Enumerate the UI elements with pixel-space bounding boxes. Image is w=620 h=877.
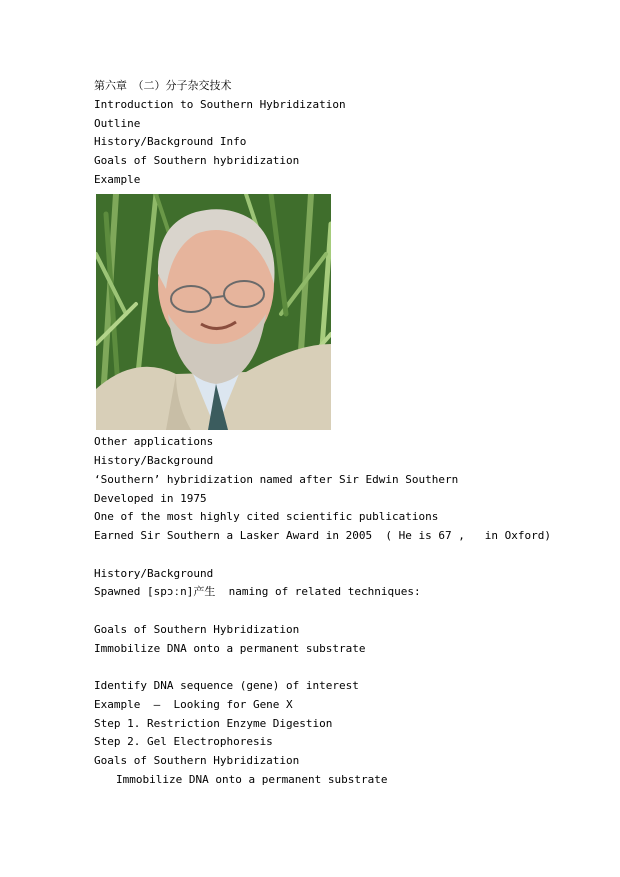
text-line: Earned Sir Southern a Lasker Award in 2005 ( He is 67 , in Oxford) — [94, 529, 551, 542]
text-line: Goals of Southern Hybridization — [94, 754, 300, 767]
text-line: Other applications — [94, 435, 214, 448]
text-line: Step 2. Gel Electrophoresis — [94, 735, 273, 748]
text-line: Introduction to Southern Hybridization — [94, 98, 346, 111]
text-line: Developed in 1975 — [94, 492, 207, 505]
text-line: Example — [94, 173, 141, 186]
text-line: Step 1. Restriction Enzyme Digestion — [94, 717, 333, 730]
text-line: Immobilize DNA onto a permanent substrate — [116, 773, 388, 786]
portrait-photo — [96, 194, 331, 430]
chapter-heading: 第六章 （二）分子杂交技术 — [94, 79, 232, 92]
text-line: One of the most highly cited scientific publications — [94, 510, 439, 523]
text-line: Example – Looking for Gene X — [94, 698, 293, 711]
text-line: Spawned [spɔːn]产生 naming of related techniques: — [94, 585, 421, 598]
text-line: Goals of Southern Hybridization — [94, 623, 300, 636]
text-line: Immobilize DNA onto a permanent substrate — [94, 642, 366, 655]
text-line: ‘Southern’ hybridization named after Sir Edwin Southern — [94, 473, 459, 486]
text-line: History/Background — [94, 567, 214, 580]
text-line: History/Background — [94, 454, 214, 467]
text-line: History/Background Info — [94, 135, 247, 148]
text-line: Outline — [94, 117, 141, 130]
text-line: Identify DNA sequence (gene) of interest — [94, 679, 359, 692]
text-line: Goals of Southern hybridization — [94, 154, 300, 167]
